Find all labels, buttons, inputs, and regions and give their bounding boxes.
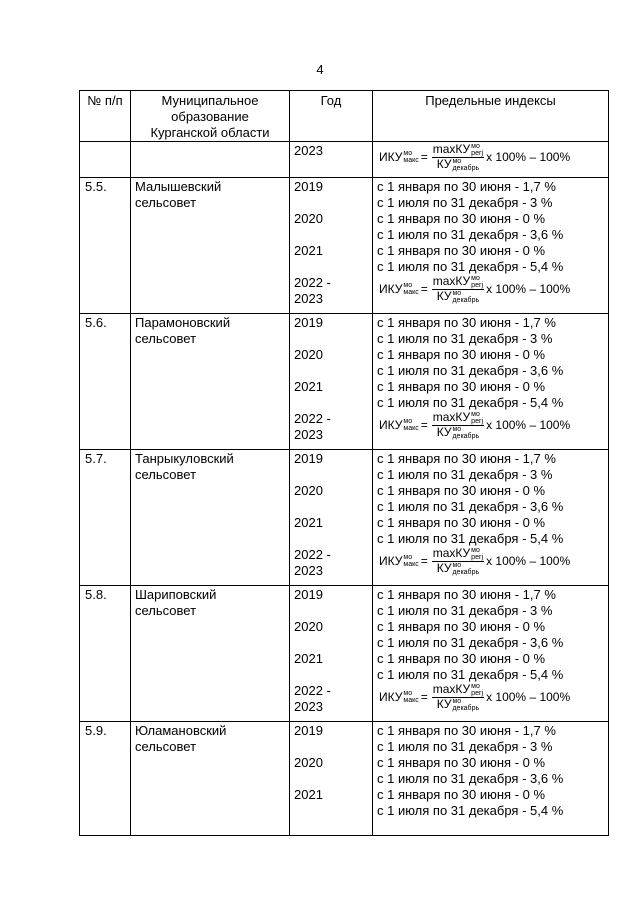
index-line: с 1 июля по 31 декабря - 3 % bbox=[377, 195, 553, 210]
formula-sup: мо bbox=[452, 697, 462, 705]
formula-slot bbox=[377, 683, 604, 711]
index-line: с 1 января по 30 июня - 1,7 % bbox=[377, 451, 556, 466]
formula-tail: x 100% – 100% bbox=[486, 150, 571, 164]
cell-year bbox=[290, 142, 373, 178]
formula-denominator bbox=[436, 426, 480, 440]
spacer bbox=[294, 739, 368, 755]
municipality-name: Танрыкуловский bbox=[135, 451, 234, 466]
formula-sub: макс bbox=[403, 425, 419, 432]
year-label: 2019 bbox=[294, 451, 323, 466]
year-label: 2019 bbox=[294, 723, 323, 738]
formula-num-text: maxКУ bbox=[432, 681, 471, 696]
table-header-row bbox=[80, 91, 609, 142]
formula-sub: регj bbox=[471, 281, 484, 289]
formula-den-text: КУ bbox=[436, 424, 452, 439]
cell-indices bbox=[373, 450, 609, 586]
formula-sub: декабрь bbox=[452, 432, 480, 440]
formula-den-indices bbox=[452, 562, 479, 576]
formula-den-text: КУ bbox=[436, 696, 452, 711]
formula-denominator bbox=[436, 698, 480, 712]
formula-sup: мо bbox=[471, 410, 480, 418]
spacer bbox=[294, 531, 368, 547]
index-line: с 1 июля по 31 декабря - 3,6 % bbox=[377, 227, 564, 242]
formula-lhs: ИКУ bbox=[379, 150, 403, 164]
year-label: 2022 - bbox=[294, 547, 331, 562]
formula-den-indices bbox=[452, 698, 479, 712]
cell-empty bbox=[80, 142, 131, 178]
row-number: 5.5. bbox=[85, 179, 107, 194]
formula bbox=[379, 143, 604, 171]
formula-num-text: maxКУ bbox=[432, 545, 471, 560]
index-line: с 1 июля по 31 декабря - 3 % bbox=[377, 603, 553, 618]
spacer bbox=[294, 395, 368, 411]
cell-num bbox=[80, 722, 131, 836]
formula-num-indices bbox=[471, 275, 483, 289]
formula-denominator bbox=[436, 290, 480, 304]
header-municipality-line: Муниципальное bbox=[161, 93, 259, 108]
index-line: с 1 января по 30 июня - 0 % bbox=[377, 515, 546, 530]
formula-sup: мо bbox=[403, 150, 413, 157]
formula-denominator bbox=[436, 158, 480, 172]
cell-municipality bbox=[131, 178, 290, 314]
formula-sup: мо bbox=[452, 289, 462, 297]
formula-fraction bbox=[432, 143, 484, 172]
spacer bbox=[294, 635, 368, 651]
cell-municipality bbox=[131, 722, 290, 836]
formula-sup: мо bbox=[403, 690, 413, 697]
cell-municipality bbox=[131, 450, 290, 586]
cell-year bbox=[290, 722, 373, 836]
cell-num bbox=[80, 314, 131, 450]
row-number: 5.9. bbox=[85, 723, 107, 738]
formula-fraction bbox=[432, 683, 484, 712]
formula-sub: декабрь bbox=[452, 296, 480, 304]
formula-num-text: maxКУ bbox=[432, 141, 471, 156]
municipality-type: сельсовет bbox=[135, 467, 197, 482]
cell-indices bbox=[373, 178, 609, 314]
year-label: 2020 bbox=[294, 347, 323, 362]
cell-indices bbox=[373, 722, 609, 836]
index-line: с 1 января по 30 июня - 0 % bbox=[377, 651, 546, 666]
formula-den-indices bbox=[452, 426, 479, 440]
cell-municipality bbox=[131, 314, 290, 450]
indices-table bbox=[79, 90, 609, 836]
table-row-continuation bbox=[80, 142, 609, 178]
cell-num bbox=[80, 178, 131, 314]
formula-denominator bbox=[436, 562, 480, 576]
formula-slot bbox=[377, 275, 604, 303]
spacer bbox=[294, 259, 368, 275]
formula-sub: регj bbox=[471, 689, 484, 697]
year-label: 2021 bbox=[294, 243, 323, 258]
formula-sub: декабрь bbox=[452, 164, 480, 172]
year-label: 2020 bbox=[294, 211, 323, 226]
formula-sub: регj bbox=[471, 149, 484, 157]
formula-den-indices bbox=[452, 158, 479, 172]
cell-indices bbox=[373, 586, 609, 722]
spacer bbox=[294, 467, 368, 483]
formula-eq: = bbox=[420, 150, 428, 164]
formula-den-text: КУ bbox=[436, 288, 452, 303]
year-label: 2022 - bbox=[294, 275, 331, 290]
index-line: с 1 января по 30 июня - 0 % bbox=[377, 379, 546, 394]
formula-num-text: maxКУ bbox=[432, 273, 471, 288]
formula-sup: мо bbox=[471, 274, 480, 282]
cell-municipality bbox=[131, 586, 290, 722]
formula bbox=[379, 547, 604, 575]
formula-sub: декабрь bbox=[452, 704, 480, 712]
formula-numerator bbox=[432, 411, 484, 426]
index-line: с 1 июля по 31 декабря - 5,4 % bbox=[377, 395, 564, 410]
index-line: с 1 июля по 31 декабря - 3 % bbox=[377, 331, 553, 346]
cell-formula bbox=[373, 142, 609, 178]
formula-num-text: maxКУ bbox=[432, 409, 471, 424]
index-line: с 1 июля по 31 декабря - 5,4 % bbox=[377, 667, 564, 682]
year-label: 2021 bbox=[294, 787, 323, 802]
header-municipality-line: образование bbox=[171, 109, 249, 124]
formula-sup: мо bbox=[403, 282, 413, 289]
year-label: 2019 bbox=[294, 587, 323, 602]
formula-slot bbox=[377, 411, 604, 439]
formula-num-indices bbox=[471, 143, 483, 157]
municipality-type: сельсовет bbox=[135, 195, 197, 210]
formula-slot bbox=[377, 547, 604, 575]
formula-den-indices bbox=[452, 290, 479, 304]
formula-eq: = bbox=[420, 554, 428, 568]
formula-sub: регj bbox=[471, 553, 484, 561]
header-municipality bbox=[131, 91, 290, 142]
table-row bbox=[80, 178, 609, 314]
formula-lhs-indices bbox=[403, 418, 418, 432]
formula-sup: мо bbox=[471, 546, 480, 554]
header-num: № п/п bbox=[80, 91, 131, 142]
spacer bbox=[294, 331, 368, 347]
municipality-name: Малышевский bbox=[135, 179, 222, 194]
year-label: 2023 bbox=[294, 143, 323, 158]
municipality-type: сельсовет bbox=[135, 739, 197, 754]
formula-sup: мо bbox=[403, 554, 413, 561]
index-line: с 1 июля по 31 декабря - 3,6 % bbox=[377, 635, 564, 650]
formula-fraction bbox=[432, 547, 484, 576]
formula-sup: мо bbox=[471, 142, 480, 150]
year-label: 2021 bbox=[294, 651, 323, 666]
spacer bbox=[294, 771, 368, 787]
formula-numerator bbox=[432, 683, 484, 698]
formula-fraction bbox=[432, 275, 484, 304]
formula-lhs-indices bbox=[403, 690, 418, 704]
formula-numerator bbox=[432, 143, 484, 158]
index-line: с 1 июля по 31 декабря - 3,6 % bbox=[377, 771, 564, 786]
formula-eq: = bbox=[420, 690, 428, 704]
spacer bbox=[294, 363, 368, 379]
formula-numerator bbox=[432, 547, 484, 562]
cell-year bbox=[290, 586, 373, 722]
year-label: 2022 - bbox=[294, 411, 331, 426]
formula-lhs: ИКУ bbox=[379, 554, 403, 568]
cell-empty bbox=[131, 142, 290, 178]
formula-num-indices bbox=[471, 411, 483, 425]
spacer bbox=[294, 227, 368, 243]
formula-lhs-indices bbox=[403, 282, 418, 296]
formula-sup: мо bbox=[471, 682, 480, 690]
formula-eq: = bbox=[420, 282, 428, 296]
index-line: с 1 июля по 31 декабря - 5,4 % bbox=[377, 531, 564, 546]
cell-indices bbox=[373, 314, 609, 450]
formula-sub: макс bbox=[403, 561, 419, 568]
index-line: с 1 июля по 31 декабря - 3 % bbox=[377, 467, 553, 482]
index-line: с 1 июля по 31 декабря - 3,6 % bbox=[377, 499, 564, 514]
year-label: 2023 bbox=[294, 563, 323, 578]
header-indices: Предельные индексы bbox=[373, 91, 609, 142]
formula bbox=[379, 275, 604, 303]
formula-lhs-indices bbox=[403, 150, 418, 164]
year-label: 2020 bbox=[294, 619, 323, 634]
formula-tail: x 100% – 100% bbox=[486, 418, 571, 432]
year-label: 2019 bbox=[294, 315, 323, 330]
index-line: с 1 января по 30 июня - 0 % bbox=[377, 211, 546, 226]
cell-year bbox=[290, 178, 373, 314]
formula-sub: декабрь bbox=[452, 568, 480, 576]
index-line: с 1 июля по 31 декабря - 3 % bbox=[377, 739, 553, 754]
formula-fraction bbox=[432, 411, 484, 440]
spacer bbox=[294, 195, 368, 211]
formula-lhs-indices bbox=[403, 554, 418, 568]
index-line: с 1 января по 30 июня - 0 % bbox=[377, 347, 546, 362]
year-label: 2023 bbox=[294, 427, 323, 442]
formula-den-text: КУ bbox=[436, 156, 452, 171]
table-row bbox=[80, 586, 609, 722]
formula bbox=[379, 683, 604, 711]
municipality-type: сельсовет bbox=[135, 331, 197, 346]
header-year: Год bbox=[290, 91, 373, 142]
page-number: 4 bbox=[316, 62, 324, 77]
municipality-type: сельсовет bbox=[135, 603, 197, 618]
formula-tail: x 100% – 100% bbox=[486, 282, 571, 296]
index-line: с 1 января по 30 июня - 1,7 % bbox=[377, 723, 556, 738]
formula-lhs: ИКУ bbox=[379, 418, 403, 432]
formula-sub: макс bbox=[403, 697, 419, 704]
index-line: с 1 января по 30 июня - 1,7 % bbox=[377, 315, 556, 330]
formula-tail: x 100% – 100% bbox=[486, 690, 571, 704]
year-label: 2020 bbox=[294, 483, 323, 498]
row-number: 5.8. bbox=[85, 587, 107, 602]
row-number: 5.6. bbox=[85, 315, 107, 330]
formula bbox=[379, 411, 604, 439]
spacer bbox=[294, 499, 368, 515]
municipality-name: Юламановский bbox=[135, 723, 227, 738]
table-row bbox=[80, 314, 609, 450]
index-line: с 1 июля по 31 декабря - 5,4 % bbox=[377, 803, 564, 818]
year-label: 2022 - bbox=[294, 683, 331, 698]
index-line: с 1 июля по 31 декабря - 5,4 % bbox=[377, 259, 564, 274]
formula-num-indices bbox=[471, 683, 483, 697]
formula-sup: мо bbox=[452, 561, 462, 569]
row-number: 5.7. bbox=[85, 451, 107, 466]
table-row bbox=[80, 722, 609, 836]
header-municipality-line: Курганской области bbox=[150, 125, 270, 140]
municipality-name: Шариповский bbox=[135, 587, 217, 602]
index-line: с 1 января по 30 июня - 0 % bbox=[377, 243, 546, 258]
year-label: 2021 bbox=[294, 515, 323, 530]
cell-year bbox=[290, 450, 373, 586]
index-line: с 1 июля по 31 декабря - 3,6 % bbox=[377, 363, 564, 378]
formula-den-text: КУ bbox=[436, 560, 452, 575]
table-row bbox=[80, 450, 609, 586]
index-line: с 1 января по 30 июня - 1,7 % bbox=[377, 179, 556, 194]
formula-num-indices bbox=[471, 547, 483, 561]
formula-eq: = bbox=[420, 418, 428, 432]
formula-tail: x 100% – 100% bbox=[486, 554, 571, 568]
year-label: 2020 bbox=[294, 755, 323, 770]
formula-sup: мо bbox=[403, 418, 413, 425]
index-line: с 1 января по 30 июня - 0 % bbox=[377, 755, 546, 770]
year-label: 2023 bbox=[294, 291, 323, 306]
formula-lhs: ИКУ bbox=[379, 282, 403, 296]
municipality-name: Парамоновский bbox=[135, 315, 231, 330]
index-line: с 1 января по 30 июня - 0 % bbox=[377, 483, 546, 498]
index-line: с 1 января по 30 июня - 0 % bbox=[377, 787, 546, 802]
index-line: с 1 января по 30 июня - 1,7 % bbox=[377, 587, 556, 602]
formula-lhs: ИКУ bbox=[379, 690, 403, 704]
spacer bbox=[294, 667, 368, 683]
year-label: 2019 bbox=[294, 179, 323, 194]
spacer bbox=[294, 603, 368, 619]
cell-num bbox=[80, 586, 131, 722]
year-label: 2023 bbox=[294, 699, 323, 714]
formula-sup: мо bbox=[452, 425, 462, 433]
formula-numerator bbox=[432, 275, 484, 290]
formula-sup: мо bbox=[452, 157, 462, 165]
cell-year bbox=[290, 314, 373, 450]
cell-num bbox=[80, 450, 131, 586]
year-label: 2021 bbox=[294, 379, 323, 394]
formula-sub: макс bbox=[403, 157, 419, 164]
formula-sub: регj bbox=[471, 417, 484, 425]
index-line: с 1 января по 30 июня - 0 % bbox=[377, 619, 546, 634]
formula-sub: макс bbox=[403, 289, 419, 296]
